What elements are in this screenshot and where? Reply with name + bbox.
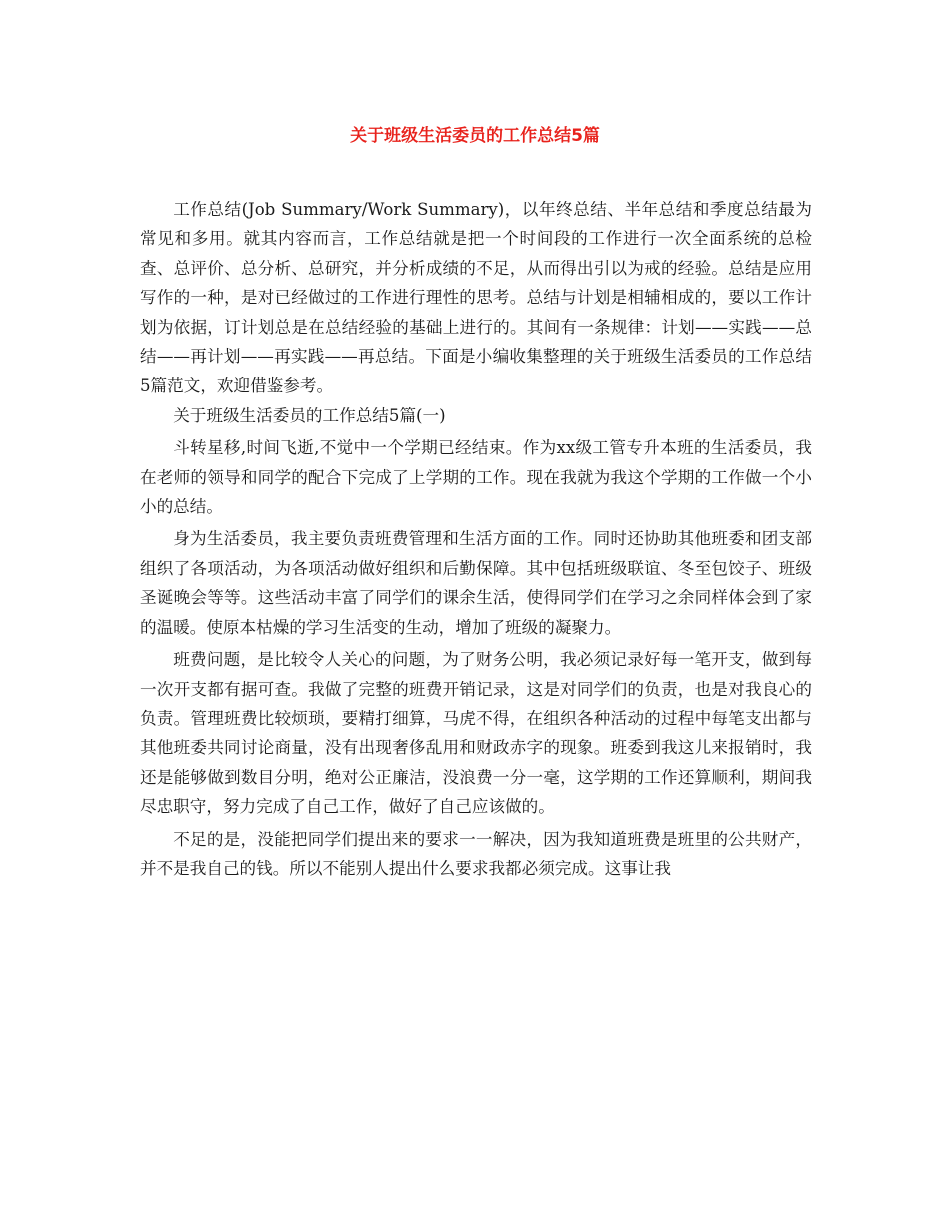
body-paragraph: 斗转星移,时间飞逝,不觉中一个学期已经结束。作为xx级工管专升本班的生活委员，我在老师的领导和同学的配合下完成了上学期的工作。现在我就为我这个学期的工作做一个小小的总结。 xyxy=(140,438,812,517)
intro-paragraph: 工作总结(Job Summary/Work Summary)，以年终总结、半年总结和季度总结最为常见和多用。就其内容而言，工作总结就是把一个时间段的工作进行一次全面系统的总检查、总评价、总分析、总研究，并分析成绩的不足，从而得出引以为戒的经验。总结是应用写作的一种，是对已经做过的工作进行理性的思考。总结与计划是相辅相成的，要以工作计划为依据，订计划总是在总结经验的基础上进行的。其间有一条规律：计划——实践——总结——再计划——再实践——再总结。下面是小编收集整理的关于班级生活委员的工作总结5篇范文，欢迎借鉴参考。 xyxy=(140,200,812,396)
body-paragraph: 班费问题，是比较令人关心的问题，为了财务公明，我必须记录好每一笔开支，做到每一次开支都有据可查。我做了完整的班费开销记录，这是对同学们的负责，也是对我良心的负责。管理班费比较烦琐，要精打细算，马虎不得，在组织各种活动的过程中每笔支出都与其他班委共同讨论商量，没有出现奢侈乱用和财政赤字的现象。班委到我这儿来报销时，我还是能够做到数目分明，绝对公正廉洁，没浪费一分一毫，这学期的工作还算顺利，期间我尽忠职守，努力完成了自己工作，做好了自己应该做的。 xyxy=(140,650,812,817)
body-paragraph: 身为生活委员，我主要负责班费管理和生活方面的工作。同时还协助其他班委和团支部组织了各项活动，为各项活动做好组织和后勤保障。其中包括班级联谊、冬至包饺子、班级圣诞晚会等等。这些活动丰富了同学们的课余生活，使得同学们在学习之余同样体会到了家的温暖。使原本枯燥的学习生活变的生动，增加了班级的凝聚力。 xyxy=(140,529,812,637)
body-paragraph: 不足的是，没能把同学们提出来的要求一一解决，因为我知道班费是班里的公共财产，并不是我自己的钱。所以不能别人提出什么要求我都必须完成。这事让我 xyxy=(140,829,812,878)
section-heading: 关于班级生活委员的工作总结5篇(一) xyxy=(173,405,446,425)
document-body xyxy=(140,192,812,883)
document-title: 关于班级生活委员的工作总结5篇 xyxy=(350,126,600,146)
